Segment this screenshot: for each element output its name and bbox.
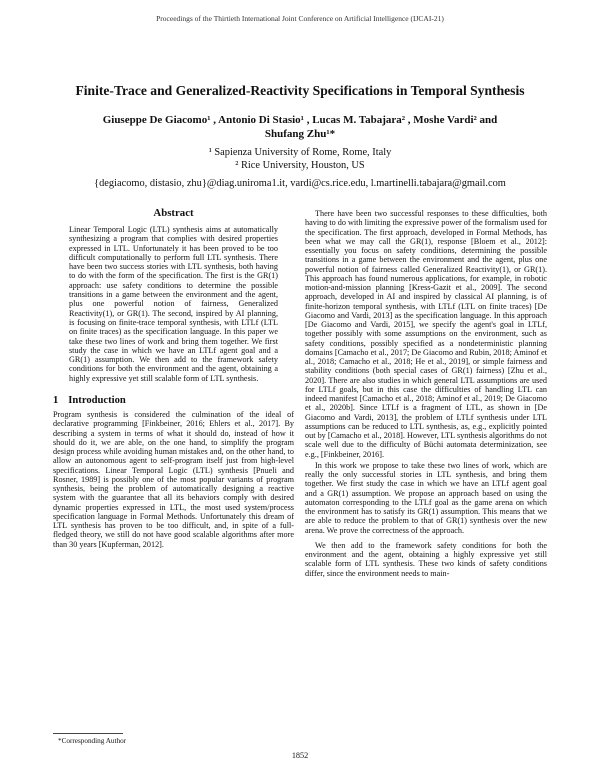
right-paragraph-1: There have been two successful responses to these difficulties, both having to do with limiting the expressive power of the formalism used for the specification. The first approach, developed in Formal Methods, has been what we may call the GR(1), response [Bloem et al., 2012]: essentially you focus on safety conditions, determining the possible transitions in a game between the environment and the agent, plus one powerful notion of fairness called Generalized Reactivity(1), or GR(1). This approach has found numerous applications, for example, in robotic motion-and-mission planning [Kress-Gazit et al., 2009]. The second approach, developed in AI and inspired by classical AI planning, is of finite-horizon temporal synthesis, with LTLf (LTL on finite traces) [De Giacomo and Vardi, 2013] as the specification language. In this approach [De Giacomo and Vardi, 2015], we specify the agent's goal in LTLf, together possibly with some assumptions on the environment, such as safety conditions, possibly specified as a nondeterministic planning domains [Camacho et al., 2017; De Giacomo and Rubin, 2018; Aminof et al., 2018; Camacho et al., 2018; He et al., 2019], or simple fairness and stability conditions (both special cases of GR(1) fairness) [Zhu et al., 2020]. There are also studies in which general LTL assumptions are used for LTLf goals, but in this case the difficulties of handling LTL can indeed manifest [Camacho et al., 2018; Aminof et al., 2019; De Giacomo et al., 2020b]. Since LTLf is a fragment of LTL, as shown in [De Giacomo and Vardi, 2013], the problem of LTLf synthesis under LTL assumptions can be reduced to LTL synthesis, as, e.g., explicitly pointed out by [Camacho et al., 2018]. However, LTL synthesis algorithms do not scale well due to the difficulty of Büchi automata determinization, see e.g., [Finkbeiner, 2016]. [305, 209, 547, 459]
author-list [80, 113, 520, 141]
authors-line-1: Giuseppe De Giacomo¹ , Antonio Di Stasio¹ , Lucas M. Tabajara² , Moshe Vardi² and [102, 114, 498, 126]
affiliation-1: ¹ Sapienza University of Rome, Rome, Italy [208, 147, 392, 158]
author-emails: {degiacomo, distasio, zhu}@diag.uniroma1.it, vardi@cs.rice.edu, l.martinelli.tabajara@gmail.com [94, 178, 506, 189]
footnote-rule [53, 733, 123, 734]
intro-paragraph-1: Program synthesis is considered the culmination of the ideal of declarative programming [Finkbeiner, 2016; Ehlers et al., 2017]. By describing a system in terms of what it should do, instead of how it should do it, we are able, on the one hand, to simplify the program design process while avoiding human mistakes and, on the other hand, to allow an autonomous agent to self-program itself just from high-level specifications. Linear Temporal Logic (LTL) synthesis [Pnueli and Rosner, 1989] is possibly one of the most popular variants of program synthesis, being the problem of automatically designing a reactive system with the guarantee that all its behaviors comply with desired dynamic properties expressed in LTL, the most used system/process specification language in Formal Methods. Unfortunately this dream of LTL synthesis has proven to be too difficult, and, in spite of a full-fledged theory, we still do not have good scalable algorithms after more than 30 years [Kupferman, 2012]. [53, 410, 294, 549]
section-title: Introduction [68, 395, 126, 407]
right-column [305, 207, 547, 578]
section-heading-introduction [53, 395, 294, 406]
page-number: 1852 [291, 751, 309, 760]
paper-title: Finite-Trace and Generalized-Reactivity Specifications in Temporal Synthesis [75, 83, 525, 98]
abstract-text: Linear Temporal Logic (LTL) synthesis aims at automatically synthesizing a program that complies with desired properties expressed in LTL. Unfortunately it has been proved to be too difficult computationally to perform full LTL synthesis. There have been two success stories with LTL synthesis, both having to do with the form of the specification. The first is the GR(1) approach: use safety conditions to determine the possible transitions in a game between the environment and the agent, plus one powerful notion of fairness, Generalized Reactivity(1), or GR(1). The second, inspired by AI planning, is focusing on finite-trace temporal synthesis, with LTLf (LTL on finite traces) as the specification language. In this paper we take these two lines of work and bring them together. We first study the case in which we have an LTLf agent goal and a GR(1) assumption. We then add to the framework safety conditions for both the environment and the agent, obtaining a highly expressive yet still scalable form of LTL synthesis. [69, 225, 278, 383]
authors-line-2: Shufang Zhu¹* [264, 128, 336, 140]
abstract-heading: Abstract [153, 207, 194, 219]
proceedings-header: Proceedings of the Thirtieth International Joint Conference on Artificial Intelligence (IJCAI-21) [156, 14, 444, 23]
right-paragraph-2: In this work we propose to take these two lines of work, which are really the only successful stories in LTL synthesis, and bring them together. We first study the case in which we have an LTLf agent goal and a GR(1) assumption. We propose an approach based on using the automaton corresponding to the LTLf goal as the game arena on which the environment has to satisfy its GR(1) assumption. This means that we are able to reduce the problem to that of GR(1) synthesis over the new arena. We prove the correctness of the approach. [305, 460, 547, 535]
affiliation-2: ² Rice University, Houston, US [235, 160, 365, 171]
section-number: 1 [53, 395, 59, 407]
left-column [53, 207, 294, 549]
right-paragraph-3: We then add to the framework safety conditions for both the environment and the agent, obtaining a highly expressive yet still scalable form of LTL synthesis. These two kinds of safety conditions differ, since the environment needs to main- [305, 540, 547, 578]
footnote-corresponding-author: *Corresponding Author [58, 737, 127, 745]
affiliations [50, 146, 550, 172]
